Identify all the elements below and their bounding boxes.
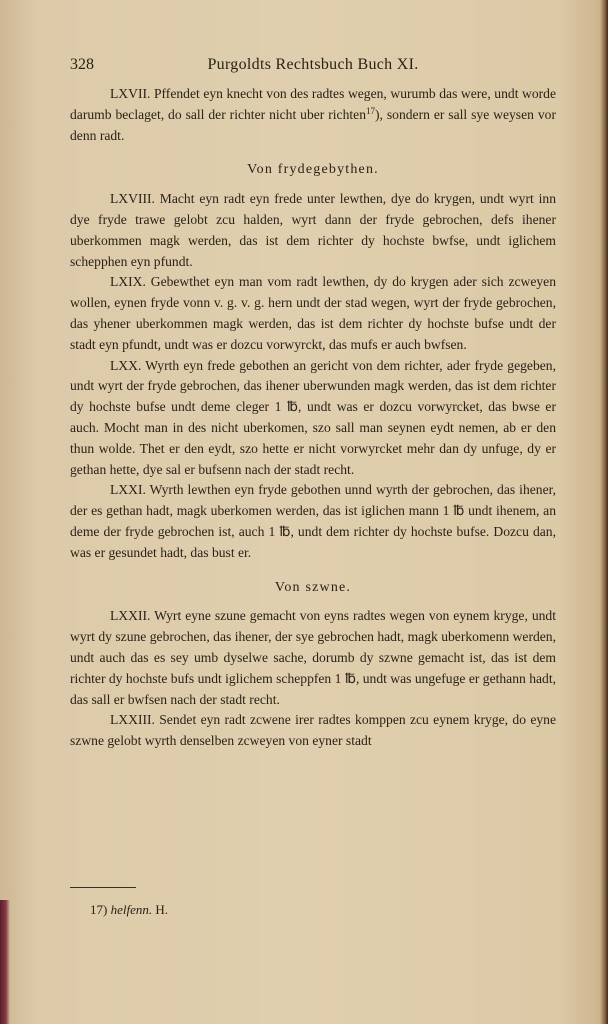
- paragraph-lxvii: [70, 84, 556, 146]
- paragraph-lxxii: LXXII. Wyrt eyne szune gemacht von eyns radtes wegen von eynem kryge, undt wyrt dy szune gebrochen, das ihener, der sye gebrochen hadt, magk uberkomenn werden, undt auch das es sey umb dyselwe sache, dorumb dy szwne gemacht ist, das ist dem richter dy hochste bufs undt iglichem scheppfen 1 ℔, undt was ungefuge er gethann hadt, das sall er bwfsen nach der stadt recht.: [70, 608, 557, 707]
- paragraph-lxvii-end: ), sondern er sall sye weysen vor denn radt.: [70, 106, 556, 143]
- footnote-text: helfenn.: [110, 902, 153, 917]
- paragraph-lxix: LXIX. Gebewthet eyn man vom radt lewthen, dy do krygen ader sich zcweyen wollen, eynen fryde vonn v. g. v. g. hern undt der stad wegen, wyrt der fryde gebrochen, das yhener uberkommen magk werden, das ist dem richter dy hochste bufse undt der stadt eyn pfundt, undt was er dozcu vorwyrckt, das mufs er auch bwfsen.: [70, 274, 556, 352]
- footnote-divider: [70, 887, 136, 888]
- section-heading-frydegebythen: Von frydegebythen.: [247, 162, 379, 178]
- footnote-number: 17): [90, 902, 108, 917]
- paragraph-lxxiii: LXXIII. Sendet eyn radt zcwene irer radtes komppen zcu eynem kryge, do eyne szwne gelobt wyrth denselben zcweyen von eyner stadt: [70, 712, 556, 749]
- book-edge-right: [600, 0, 608, 1024]
- section-heading-szwne: Von szwne.: [274, 579, 352, 595]
- paragraph-lxviii: LXVIII. Macht eyn radt eyn frede unter lewthen, dye do krygen, undt wyrt inn dye fryde trawe gelobt zcu halden, wyrt dann der fryde gebrochen, defs ihener uberkommen magk werden, das ist dem richter dy hochste bwfse, undt iglichem schepphen eyn pfundt.: [70, 191, 556, 269]
- footnote-ref: 17: [366, 105, 375, 116]
- paragraph-lxx: LXX. Wyrth eyn frede gebothen an gericht von dem richter, ader fryde gegeben, undt wyrt der fryde gebrochen, das ihener uberwunden magk werden, das ist dem richter dy hochste bufse undt deme cleger 1 ℔, undt was er dozcu vorwyrcket, das bwse er auch. Mocht man in des nicht uberkomen, szo sall man seynen eydt nemen, ab er den thun wolde. Thet er den eydt, szo hette er nicht vorwyrcket mehr dan dy unfuge, dy er gethan hette, dye sal er bufsenn nach der stadt recht.: [70, 357, 556, 477]
- footnote-source: H.: [155, 902, 168, 917]
- book-edge-left: [0, 900, 10, 1024]
- paragraph-lxxi: LXXI. Wyrth lewthen eyn fryde gebothen unnd wyrth der gebrochen, das ihener, der es gethan hadt, magk uberkomen werden, das ist iglichen mann 1 ℔ undt ihenem, an deme der fryde gebrochen ist, auch 1 ℔, undt dem richter dy hochste bufse. Dozcu dan, was er gesundet hadt, das bust er.: [70, 482, 556, 560]
- page-header: [70, 56, 556, 78]
- running-title: Purgoldts Rechtsbuch Buch XI.: [207, 56, 419, 73]
- footnote: [90, 902, 168, 918]
- page-body: [70, 84, 556, 752]
- paragraph-lxvii-text: LXVII. Pffendet eyn knecht von des radtes wegen, wurumb das were, undt worde darumb beclaget, do sall der richter nicht uber richten: [70, 86, 556, 122]
- page-number: 328: [70, 56, 94, 73]
